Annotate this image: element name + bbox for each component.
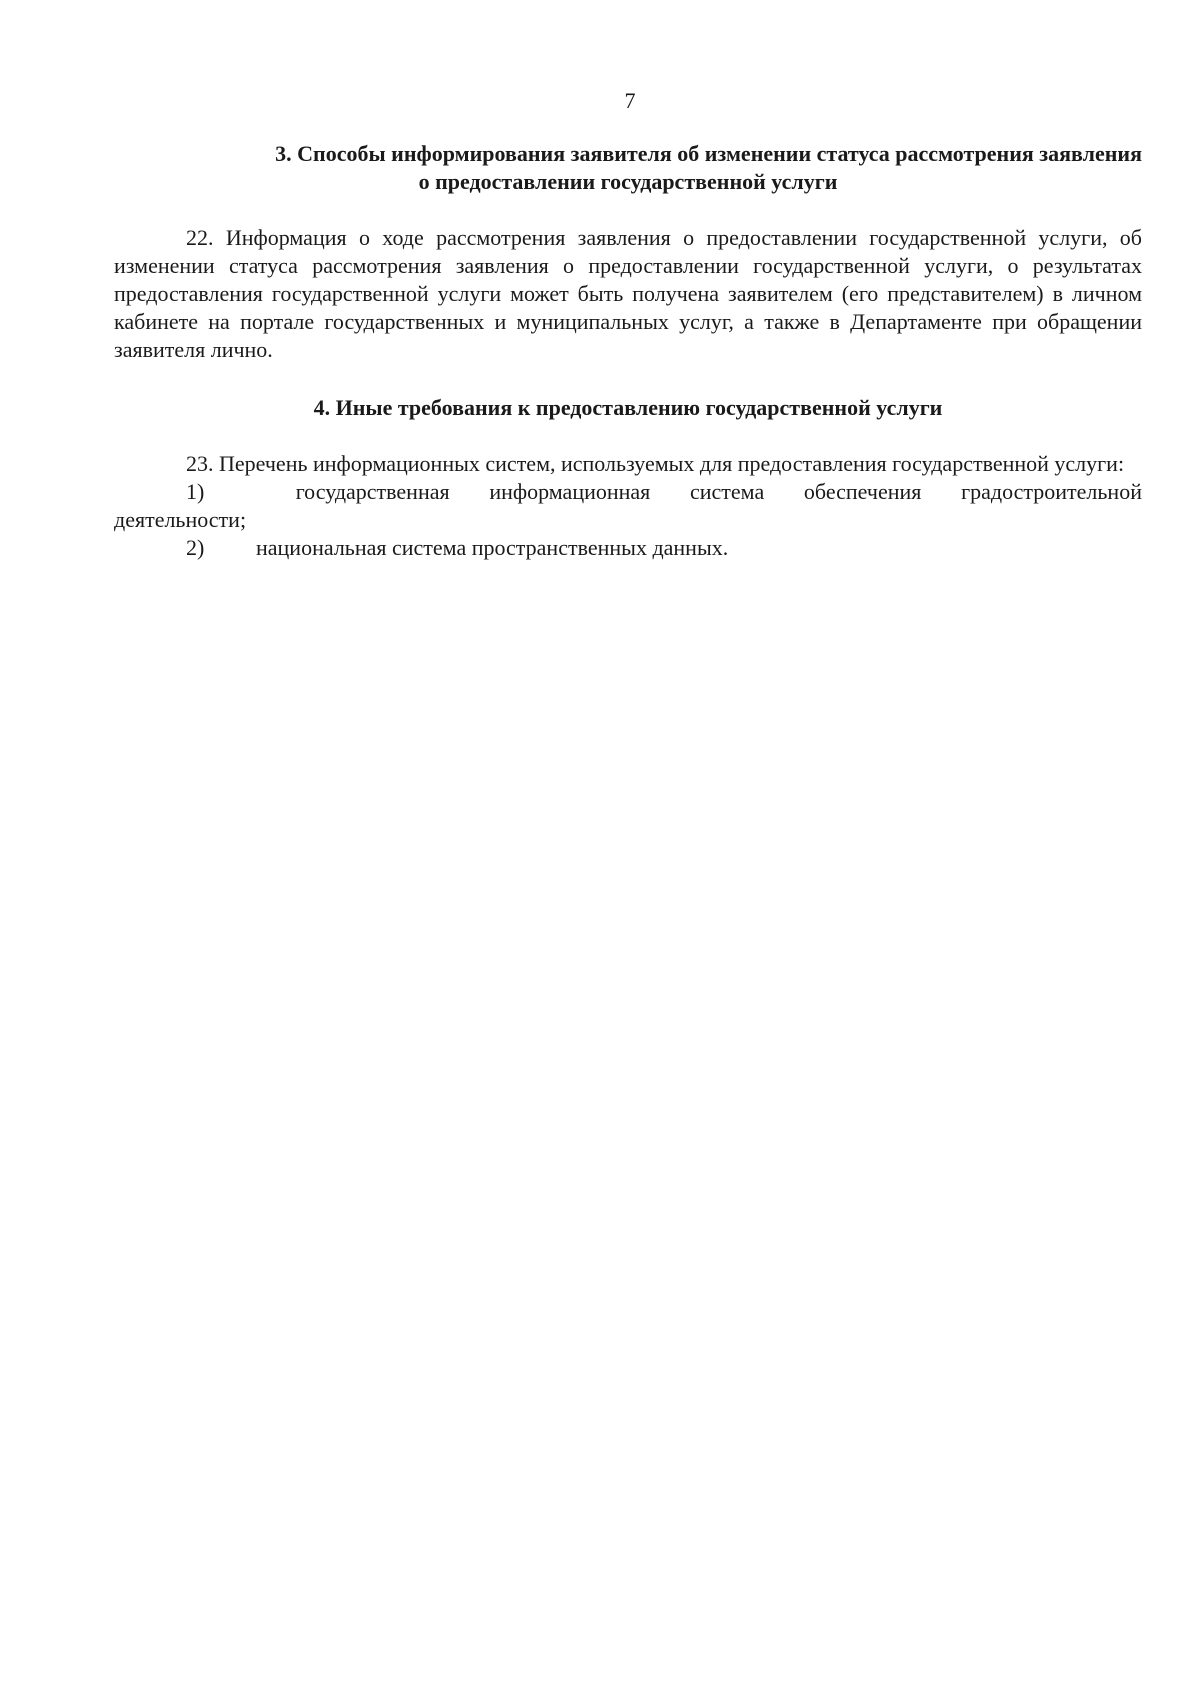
list-item-2-number: 2) xyxy=(186,535,205,560)
list-item-1-word: государственная xyxy=(295,479,450,504)
list-item-1-word: информационная xyxy=(489,479,651,504)
section-4-heading: 4. Иные требования к предоставлению государственной услуги xyxy=(313,395,943,420)
section-3-heading xyxy=(114,140,1142,196)
list-item-1 xyxy=(114,478,1142,534)
document-body xyxy=(114,140,1142,562)
list-item-2 xyxy=(114,534,1142,562)
list-item-1-continuation: деятельности; xyxy=(114,507,247,532)
list-item-1-number: 1) xyxy=(186,479,205,504)
section-3-heading-line-1: 3. Способы информирования заявителя об изменении статуса рассмотрения заявления xyxy=(275,141,1142,166)
list-item-1-word: градостроительной xyxy=(961,479,1142,504)
paragraph-23: 23. Перечень информационных систем, используемых для предоставления государственной услуги: xyxy=(186,451,1125,476)
list-item-1-line xyxy=(114,478,1142,506)
paragraph-22: 22. Информация о ходе рассмотрения заявления о предоставлении государственной услуги, об изменении статуса рассмотрения заявления о предоставлении государственной услуги, о результатах предоставления государственной услуги может быть получена заявителем (его представителем) в личном кабинете на портале государственных и муниципальных услуг, а также в Департаменте при обращении заявителя лично. xyxy=(114,225,1142,362)
list-item-1-word: система xyxy=(690,479,765,504)
page-number: 7 xyxy=(624,88,636,113)
section-3-heading-line-2: о предоставлении государственной услуги xyxy=(418,169,838,194)
list-item-2-text: национальная система пространственных данных. xyxy=(256,535,729,560)
list-item-1-word: обеспечения xyxy=(803,479,922,504)
